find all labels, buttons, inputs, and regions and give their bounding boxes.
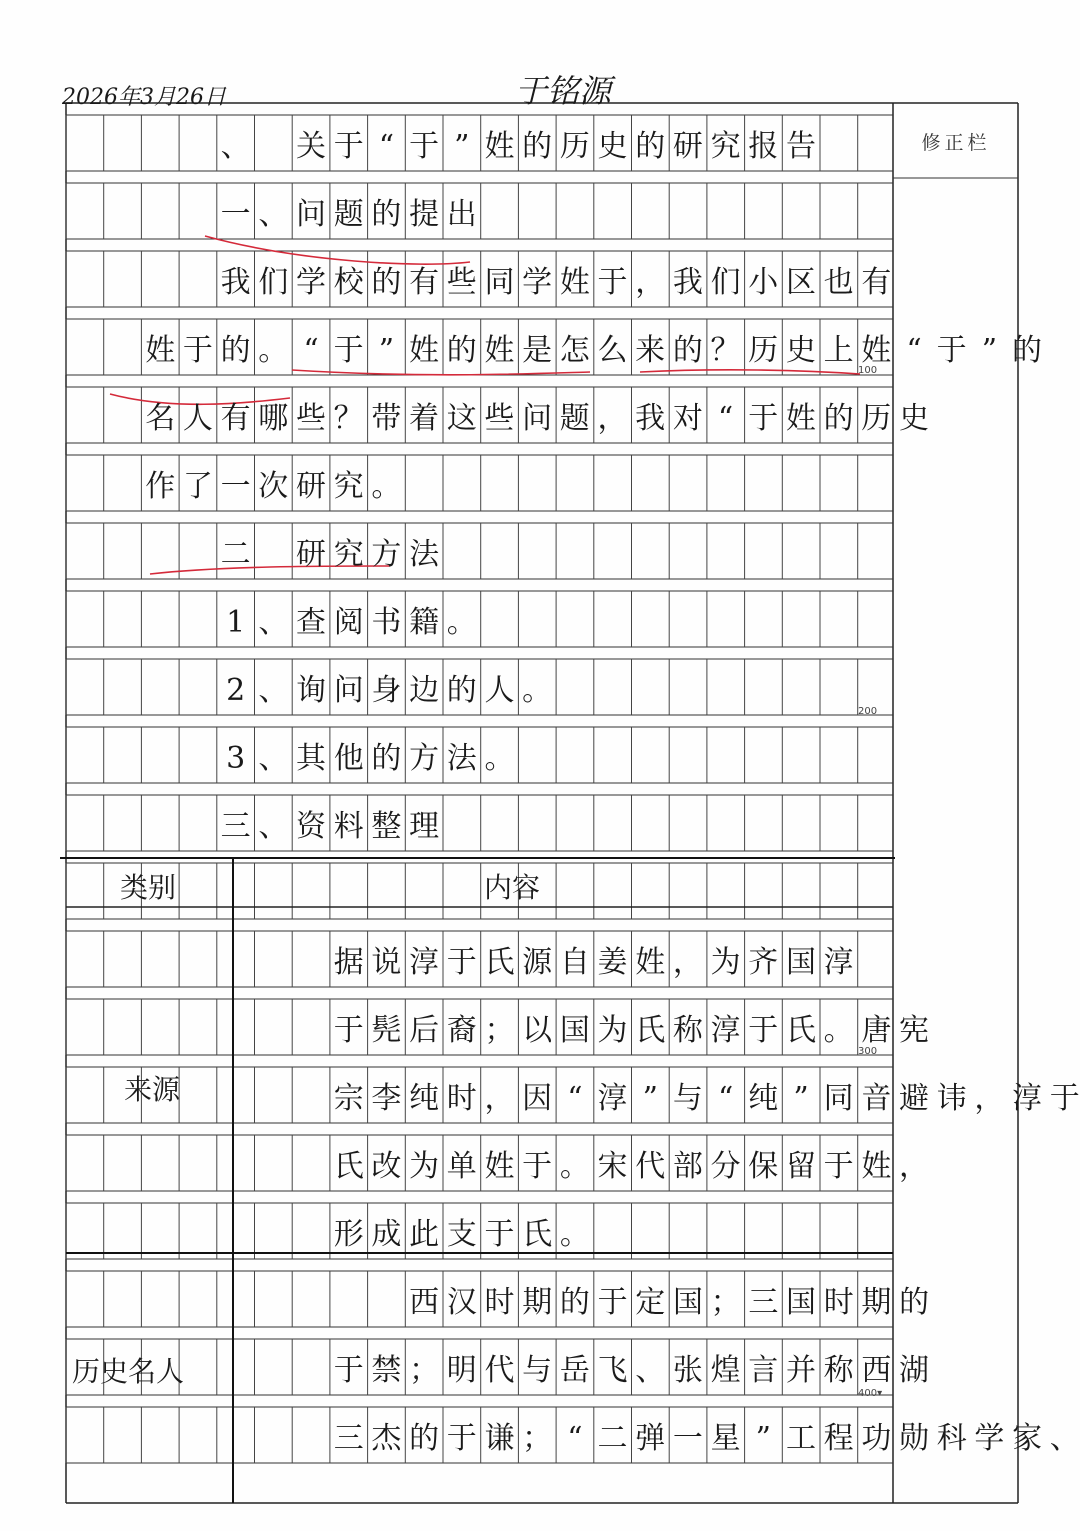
table-cell-line: 西 汉 时 期 的 于 定 国 ； 三 国 时 期 的 xyxy=(409,1285,930,1320)
section-heading-1: 一 、 问 题 的 提 出 xyxy=(220,197,477,232)
paragraph-line: 我 们 学 校 的 有 些 同 学 姓 于 ， 我 们 小 区 也 有 xyxy=(220,265,892,300)
correction-column-label: 修正栏 xyxy=(921,132,991,154)
table-cell-line: 宗 李 纯 时 ， 因 “ 淳 ” 与 “ 纯 ” 同 音 避 讳 ， 淳 于 xyxy=(333,1081,1080,1116)
author-name: 于铭源 xyxy=(515,72,612,110)
char-counter-300: 300 xyxy=(858,1046,878,1057)
table-cell-line: 三 杰 的 于 谦 ； “ 二 弹 一 星 ” 工 程 功 勋 科 学 家 、 xyxy=(333,1421,1080,1456)
essay-title: 、 关 于 “ 于 ” 姓 的 历 史 的 研 究 报 告 xyxy=(220,129,816,164)
paragraph-line: 名 人 有 哪 些 ？ 带 着 这 些 问 题 ， 我 对 “ 于 姓 的 历 史 xyxy=(145,401,929,436)
table-header-content: 内容 xyxy=(484,871,541,904)
char-counter-400: 400▾ xyxy=(858,1388,883,1399)
table-category-origin: 来源 xyxy=(124,1073,181,1106)
section-heading-2: 二 研 究 方 法 xyxy=(220,537,440,572)
paragraph-line: 作 了 一 次 研 究 。 xyxy=(145,469,402,504)
table-cell-line: 据 说 淳 于 氏 源 自 姜 姓 ， 为 齐 国 淳 xyxy=(333,945,854,980)
correction-underline xyxy=(640,370,860,374)
table-cell-line: 于 髡 后 裔 ； 以 国 为 氏 称 淳 于 氏 。 唐 宪 xyxy=(333,1013,930,1048)
table-header-category: 类别 xyxy=(120,871,177,904)
method-item: 3 、 其 他 的 方 法 。 xyxy=(226,741,515,776)
table-cell-line: 氏 改 为 单 姓 于 。 宋 代 部 分 保 留 于 姓 ， xyxy=(333,1149,930,1184)
date-text: 2026年3月26日 xyxy=(62,85,226,110)
table-cell-line: 形 成 此 支 于 氏 。 xyxy=(333,1217,590,1252)
table-category-famous-people: 历史名人 xyxy=(72,1355,185,1388)
char-counter-200: 200 xyxy=(858,706,878,717)
method-item: 2 、 询 问 身 边 的 人 。 xyxy=(226,673,553,708)
section-heading-3: 三 、 资 料 整 理 xyxy=(220,809,440,844)
char-counter-100: 100 xyxy=(858,365,878,376)
paragraph-line: 姓 于 的 。 “ 于 ” 姓 的 姓 是 怎 么 来 的 ？ 历 史 上 姓 “ 于 ” 的 xyxy=(145,333,1043,368)
method-item: 1 、 查 阅 书 籍 。 xyxy=(226,605,477,640)
table-cell-line: 于 禁 ； 明 代 与 岳 飞 、 张 煌 言 并 称 西 湖 xyxy=(333,1353,930,1388)
correction-underline xyxy=(292,370,590,375)
